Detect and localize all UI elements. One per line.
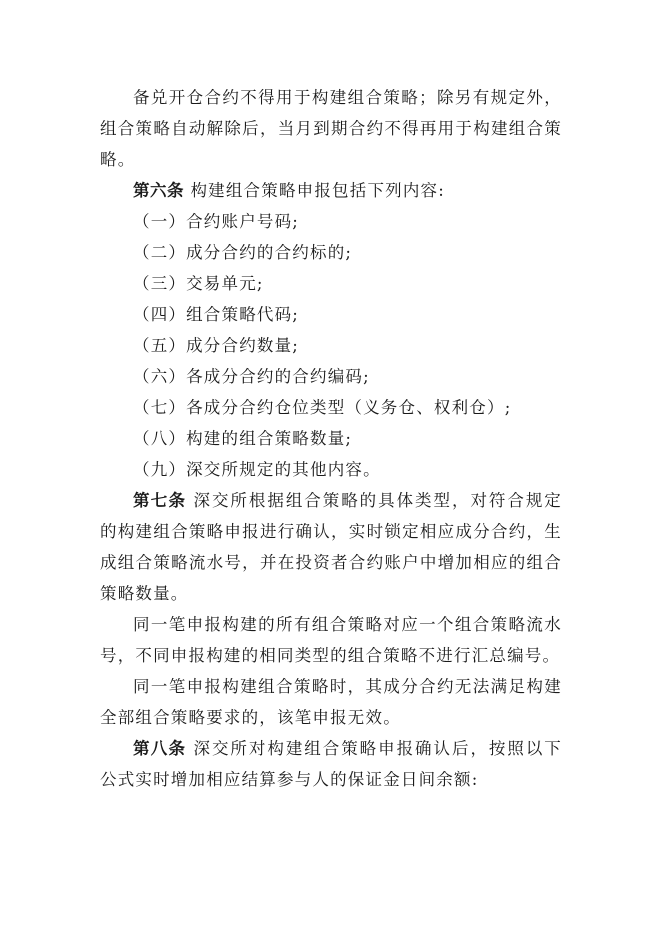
list-item: （七）各成分合约仓位类型（义务仓、权利仓）; [133,398,512,417]
list-item: （三）交易单元; [133,274,264,293]
article-8 [100,733,562,795]
article-6 [100,175,562,206]
list-item: （一）合约账户号码; [133,212,300,231]
list-item: （六）各成分合约的合约编码; [133,367,370,386]
list-item: （八）构建的组合策略数量; [133,429,353,448]
document-page [100,82,562,795]
paragraph-same-flow-number: 同一笔申报构建的所有组合策略对应一个组合策略流水号，不同申报构建的相同类型的组合策略不进行汇总编号。 [100,615,562,665]
list-item: （九）深交所规定的其他内容。 [133,460,381,479]
article-8-text: 深交所对构建组合策略申报确认后，按照以下公式实时增加相应结算参与人的保证金日间余额: [100,739,562,789]
article-7-title: 第七条 [133,491,187,510]
list-item: （四）组合策略代码; [133,305,300,324]
article-7-text: 深交所根据组合策略的具体类型，对符合规定的构建组合策略申报进行确认，实时锁定相应成分合约，生成组合策略流水号，并在投资者合约账户中增加相应的组合策略数量。 [100,491,562,603]
paragraph-covered-open: 备兑开仓合约不得用于构建组合策略；除另有规定外，组合策略自动解除后，当月到期合约不得再用于构建组合策略。 [100,88,562,169]
article-6-text: 构建组合策略申报包括下列内容: [184,181,446,200]
list-item: （五）成分合约数量; [133,336,300,355]
article-8-title: 第八条 [133,739,187,758]
article-6-title: 第六条 [133,181,184,200]
list-item: （二）成分合约的合约标的; [133,243,353,262]
article-7 [100,485,562,609]
paragraph-invalid-declaration: 同一笔申报构建组合策略时，其成分合约无法满足构建全部组合策略要求的，该笔申报无效。 [100,677,562,727]
